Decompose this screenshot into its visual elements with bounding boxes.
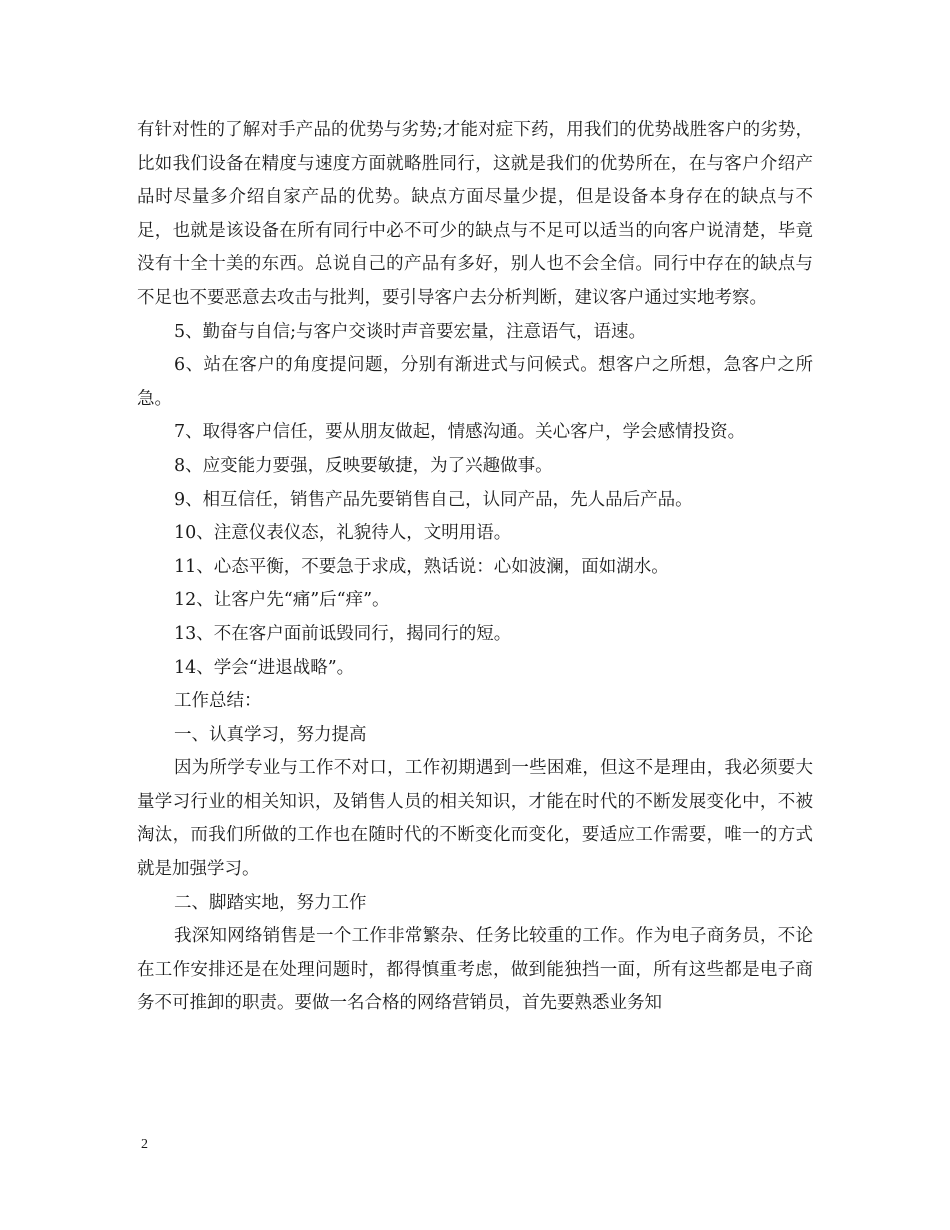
paragraph: 有针对性的了解对手产品的优势与劣势;才能对症下药，用我们的优势战胜客户的劣势，比如我们设备在精度与速度方面就略胜同行，这就是我们的优势所在，在与客户介绍产品时尽量多介绍自家产品的优势。缺点方面尽量少提，但是设备本身存在的缺点与不足，也就是该设备在所有同行中必不可少的缺点与不足可以适当的向客户说清楚，毕竟没有十全十美的东西。总说自己的产品有多好，别人也不会全信。同行中存在的缺点与不足也不要恶意去攻击与批判，要引导客户去分析判断，建议客户通过实地考察。 — [137, 120, 813, 308]
section-heading: 二、脚踏实地，努力工作 — [174, 892, 367, 913]
paragraph: 11、心态平衡，不要急于求成，熟话说：心如波澜，面如湖水。 — [174, 556, 669, 577]
paragraph: 9、相互信任，销售产品先要销售自己，认同产品，先人品后产品。 — [174, 489, 693, 510]
paragraph: 8、应变能力要强，反映要敏捷，为了兴趣做事。 — [174, 455, 553, 476]
page-number: 2 — [141, 1137, 148, 1152]
section-heading: 工作总结： — [174, 691, 262, 712]
paragraph: 14、学会“进退战略”。 — [174, 657, 355, 678]
paragraph: 6、站在客户的角度提问题，分别有渐进式与问候式。想客户之所想，急客户之所急。 — [137, 355, 813, 409]
paragraph: 因为所学专业与工作不对口，工作初期遇到一些困难，但这不是理由，我必须要大量学习行业的相关知识，及销售人员的相关知识，才能在时代的不断发展变化中，不被淘汰，而我们所做的工作也在随时代的不断变化而变化，要适应工作需要，唯一的方式就是加强学习。 — [137, 758, 813, 880]
paragraph: 7、取得客户信任，要从朋友做起，情感沟通。关心客户，学会感情投资。 — [174, 422, 746, 443]
paragraph: 13、不在客户面前诋毁同行，揭同行的短。 — [174, 623, 512, 644]
paragraph: 5、勤奋与自信;与客户交谈时声音要宏量，注意语气，语速。 — [174, 321, 647, 342]
paragraph: 我深知网络销售是一个工作非常繁杂、任务比较重的工作。作为电子商务员，不论在工作安排还是在处理问题时，都得慎重考虑，做到能独挡一面，所有这些都是电子商务不可推卸的职责。要做一名合格的网络营销员，首先要熟悉业务知 — [137, 926, 813, 1014]
paragraph: 10、注意仪表仪态，礼貌待人，文明用语。 — [174, 523, 512, 544]
section-heading: 一、认真学习，努力提高 — [174, 724, 367, 745]
document-body — [137, 114, 813, 1021]
paragraph: 12、让客户先“痛”后“痒”。 — [174, 590, 390, 611]
